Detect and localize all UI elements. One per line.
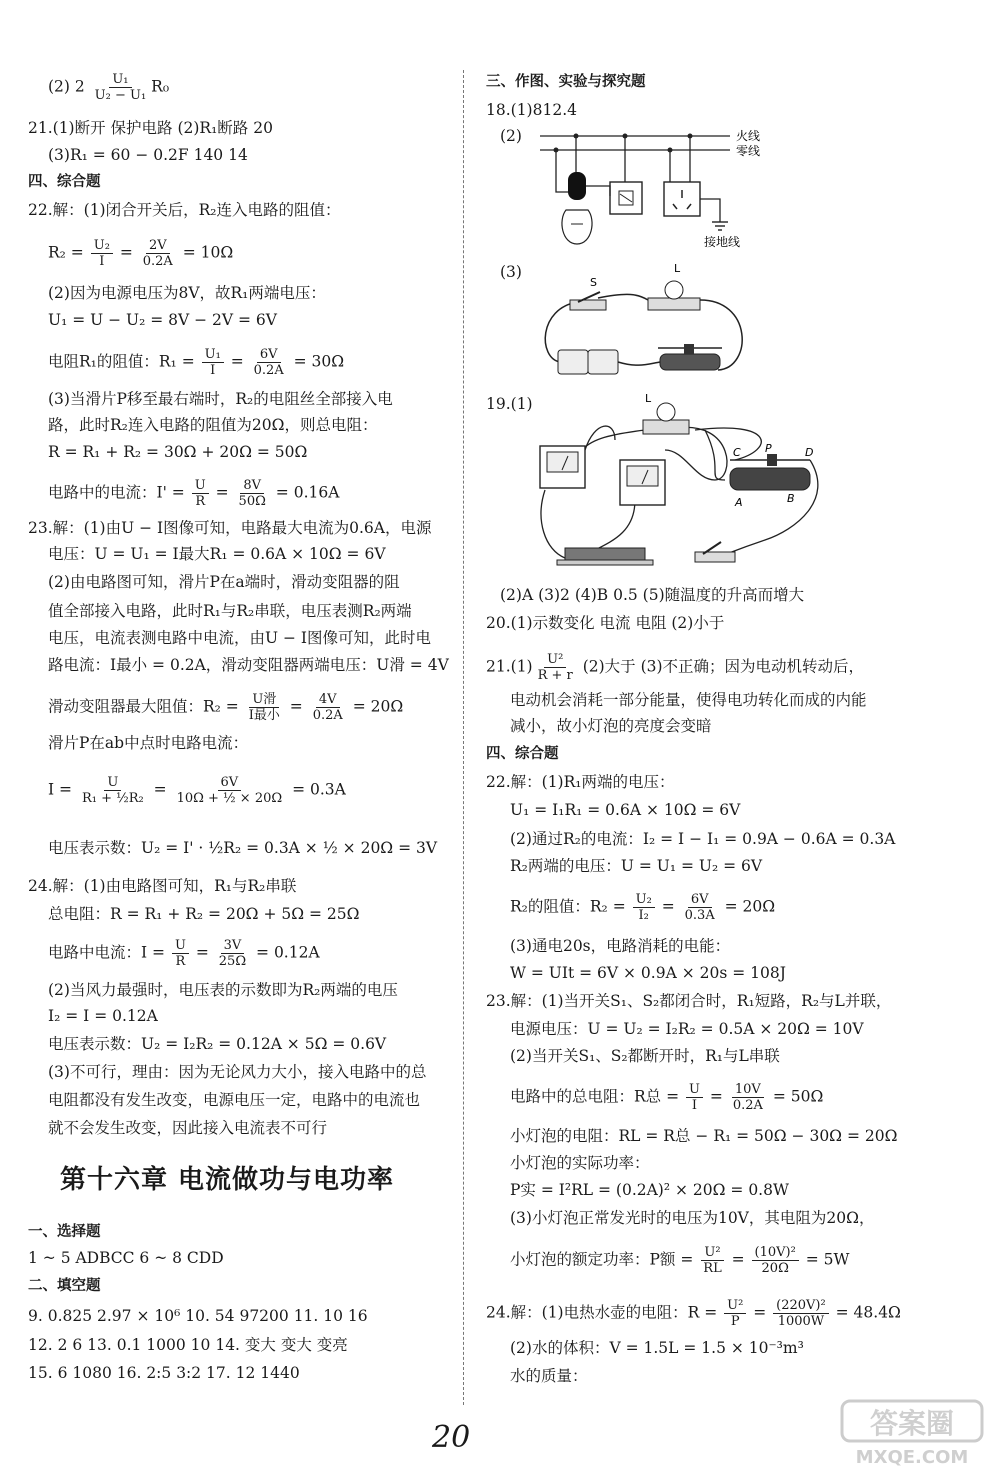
terminal-b-label: B	[787, 492, 795, 505]
formula-line: 电路中的电流：I' = $\frac{U}{R}$ = $\frac{8V}{50\Omega}$ = 0.16A	[48, 478, 340, 509]
answer-line: 20.(1)示数变化 电流 电阻 (2)小于	[486, 614, 725, 632]
three-hole-socket-icon	[664, 182, 700, 216]
answer-line: 12. 2 6 13. 0.1 1000 10 14. 变大 变大 变亮	[28, 1336, 348, 1354]
ground-wire-label: 接地线	[704, 235, 741, 249]
answer-line: 15. 6 1080 16. 2:5 3:2 17. 12 1440	[28, 1364, 300, 1382]
answer-line: (3)	[500, 263, 522, 281]
answer-line: 电压：U = U₁ = I最大R₁ = 0.6A × 10Ω = 6V	[48, 545, 386, 563]
answer-line: I₂ = I = 0.12A	[48, 1007, 158, 1025]
switch-icon	[695, 542, 735, 562]
lamp-label: L	[674, 262, 681, 275]
household-circuit-diagram	[540, 124, 780, 254]
formula-line: 小灯泡的额定功率：P额 = $\frac{\text{U²}}{RL}$ = $\frac{\text{(10V)²}}{20\Omega}$ = 5W	[510, 1245, 850, 1276]
answer-line: (2)由电路图可知，滑片P在a端时，滑动变阻器的阻	[48, 573, 400, 591]
rheostat-icon	[730, 454, 810, 490]
answer-line: 22.解：(1)闭合开关后，R₂连入电路的阻值：	[28, 201, 341, 219]
voltmeter-icon	[540, 446, 585, 488]
slider-p-label: P	[765, 442, 772, 455]
answer-line: (3)不可行，理由：因为无论风力大小，接入电路中的总	[48, 1063, 427, 1081]
answer-line: (2)当风力最强时，电压表的示数即为R₂两端的电压	[48, 981, 398, 999]
answer-line: P实 = I²RL = (0.2A)² × 20Ω = 0.8W	[510, 1181, 789, 1199]
terminal-c-label: C	[733, 446, 741, 459]
switch-icon	[610, 182, 642, 214]
section-heading: 二、填空题	[28, 1278, 101, 1294]
answer-line: 水的质量：	[510, 1367, 588, 1385]
answer-line: 23.解：(1)由U − I图像可知，电路最大电流为0.6A，电源	[28, 519, 432, 537]
answer-line: R = R₁ + R₂ = 30Ω + 20Ω = 50Ω	[48, 443, 308, 461]
answer-line: (2)	[500, 127, 522, 145]
watermark-text: 答案圈	[869, 1407, 955, 1440]
experiment-circuit-figure	[535, 390, 835, 575]
answer-line: 24.解：(1)由电路图可知，R₁与R₂串联	[28, 877, 297, 895]
formula-line: R₂的阻值：R₂ = $\frac{\text{U₂}}{\text{I₂}}$ = $\frac{6V}{0.3A}$ = 20Ω	[510, 892, 776, 923]
answer-line: 9. 0.825 2.97 × 10⁶ 10. 54 97200 11. 10 16	[28, 1307, 368, 1325]
answer-line: (2) 2 $\frac{\text{U₁}}{\text{U₂ − U₁}}$ R₀	[48, 72, 170, 103]
answer-line: 电压表示数：U₂ = I₂R₂ = 0.12A × 5Ω = 0.6V	[48, 1035, 387, 1053]
section-heading: 三、作图、实验与探究题	[486, 74, 646, 90]
answer-line: (2)当开关S₁、S₂都断开时，R₁与L串联	[510, 1047, 780, 1065]
answer-line: 18.(1)812.4	[486, 101, 577, 119]
answer-line: 值全部接入电路，此时R₁与R₂串联，电压表测R₂两端	[48, 602, 412, 620]
formula-line: 21.(1) $\frac{\text{U²}}{R + r}$ (2)大于 (3)不正确；因为电动机转动后，	[486, 652, 865, 683]
lamp-icon	[562, 172, 592, 244]
section-heading: 一、选择题	[28, 1224, 101, 1240]
answer-line: (2)水的体积：V = 1.5L = 1.5 × 10⁻³m³	[510, 1339, 804, 1357]
answer-line: 21.(1)断开 保护电路 (2)R₁断路 20	[28, 119, 273, 137]
neutral-wire-label: 零线	[736, 144, 761, 158]
answer-line: W = UIt = 6V × 0.9A × 20s = 108J	[510, 964, 786, 982]
formula-line: 24.解：(1)电热水壶的电阻：R = $\frac{\text{U²}}{P}$ = $\frac{\text{(220V)²}}{1000W}$ = 48.4Ω	[486, 1298, 901, 1329]
lamp-label: L	[645, 392, 652, 405]
answer-line: 就不会发生改变，因此接入电流表不可行	[48, 1119, 328, 1137]
answer-line: (2)通过R₂的电流：I₂ = I − I₁ = 0.9A − 0.6A = 0.3A	[510, 830, 896, 848]
answer-line: (3)小灯泡正常发光时的电压为10V，其电阻为20Ω，	[510, 1209, 875, 1227]
column-divider	[463, 70, 464, 1405]
answer-line: (3)R₁ = 60 − 0.2F 140 14	[48, 146, 248, 164]
answer-line: (3)当滑片P移至最右端时，R₂的电阻丝全部接入电	[48, 390, 393, 408]
lamp-icon	[648, 281, 700, 310]
answer-line: 电压表示数：U₂ = I' · ½R₂ = 0.3A × ½ × 20Ω = 3V	[48, 839, 438, 857]
answer-line: U₁ = U − U₂ = 8V − 2V = 6V	[48, 311, 277, 329]
answer-line: (2)因为电源电压为8V，故R₁两端电压：	[48, 284, 326, 302]
answer-line: (2)A (3)2 (4)B 0.5 (5)随温度的升高而增大	[500, 586, 805, 604]
switch-label: S	[590, 276, 597, 289]
terminal-a-label: A	[735, 496, 743, 509]
rheostat-icon	[658, 344, 722, 370]
page-number: 20	[432, 1420, 471, 1455]
answer-line: 路，此时R₂连入电路的阻值为20Ω，则总电阻：	[48, 416, 378, 434]
switch-icon	[570, 292, 606, 310]
answer-line: 电动机会消耗一部分能量，使得电功转化而成的内能	[510, 691, 867, 709]
battery-icon	[557, 548, 653, 565]
section-heading: 四、综合题	[486, 746, 559, 762]
watermark-logo	[838, 1397, 986, 1469]
chapter-title: 第十六章 电流做功与电功率	[60, 1165, 395, 1195]
answer-line: 19.(1)	[486, 395, 533, 413]
answer-line: R₂两端的电压：U = U₁ = U₂ = 6V	[510, 857, 763, 875]
formula-line: 滑动变阻器最大阻值：R₂ = $\frac{\text{U滑}}{\text{I最小}}$ = $\frac{4V}{0.2A}$ = 20Ω	[48, 692, 404, 723]
live-wire-label: 火线	[736, 129, 761, 143]
battery-icon	[558, 350, 618, 374]
terminal-d-label: D	[805, 446, 814, 459]
answer-line: 电压，电流表测电路中电流，由U − I图像可知，此时电	[48, 629, 432, 647]
formula-line: R₂ = $\frac{\text{U₂}}{I}$ = $\frac{2V}{0.2A}$ = 10Ω	[48, 238, 234, 269]
answer-line: 路电流：I最小 = 0.2A，滑动变阻器两端电压：U滑 = 4V	[48, 656, 449, 674]
answer-line: 滑片P在ab中点时电路电流：	[48, 734, 249, 752]
ground-icon	[712, 222, 728, 230]
answer-line: 电阻都没有发生改变，电源电压一定，电路中的电流也	[48, 1091, 421, 1109]
formula-line: 电阻R₁的阻值：R₁ = $\frac{\text{U₁}}{I}$ = $\frac{6V}{0.2A}$ = 30Ω	[48, 347, 345, 378]
series-circuit-figure	[538, 258, 753, 383]
answer-line: 1 ~ 5 ADBCC 6 ~ 8 CDD	[28, 1249, 224, 1267]
watermark-url: MXQE.COM	[855, 1447, 969, 1468]
answer-line: (3)通电20s，电路消耗的电能：	[510, 937, 731, 955]
answer-line: 减小，故小灯泡的亮度会变暗	[510, 717, 712, 735]
answer-line: 电源电压：U = U₂ = I₂R₂ = 0.5A × 20Ω = 10V	[510, 1020, 864, 1038]
answer-line: 22.解：(1)R₁两端的电压：	[486, 773, 675, 791]
ammeter-icon	[620, 460, 665, 505]
lamp-icon	[643, 403, 689, 434]
answer-line: 总电阻：R = R₁ + R₂ = 20Ω + 5Ω = 25Ω	[48, 905, 360, 923]
answer-line: 小灯泡的电阻：RL = R总 − R₁ = 50Ω − 30Ω = 20Ω	[510, 1127, 898, 1145]
formula-line: 电路中电流：I = $\frac{U}{R}$ = $\frac{3V}{25\Omega}$ = 0.12A	[48, 938, 320, 969]
formula-line: I = $\frac{U}{\text{R₁ + ½R₂}}$ = $\frac{6V}{\text{10Ω + ½ × 20Ω}}$ = 0.3A	[48, 775, 346, 806]
section-heading: 四、综合题	[28, 174, 101, 190]
answer-line: 小灯泡的实际功率：	[510, 1154, 650, 1172]
answer-line: 23.解：(1)当开关S₁、S₂都闭合时，R₁短路，R₂与L并联，	[486, 992, 892, 1010]
answer-line: U₁ = I₁R₁ = 0.6A × 10Ω = 6V	[510, 801, 741, 819]
formula-line: 电路中的总电阻：R总 = $\frac{U}{I}$ = $\frac{10V}{0.2A}$ = 50Ω	[510, 1082, 824, 1113]
